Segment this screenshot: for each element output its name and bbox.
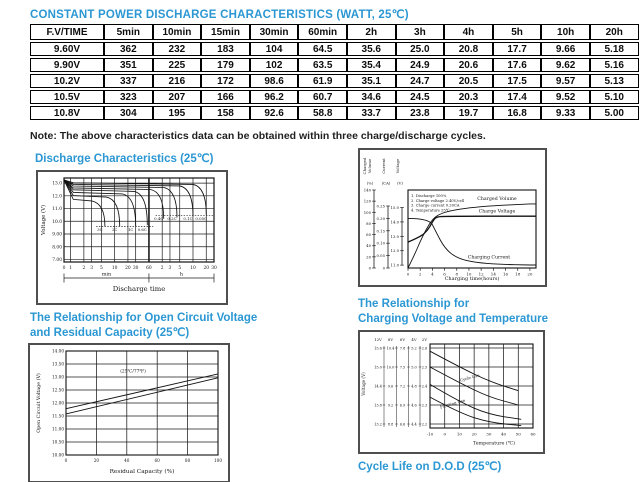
- chart-note: 1. Discharge 100%: [411, 194, 447, 198]
- header-cell: 2h: [347, 24, 396, 40]
- y-tick-label: 100: [363, 209, 371, 215]
- table-cell: 64.5: [298, 42, 347, 56]
- y-axis-title: Voltage (V): [361, 372, 366, 396]
- table-cell: 16.8: [493, 106, 542, 120]
- curve-label: 0.05C: [195, 216, 208, 222]
- table-cell: 158: [201, 106, 250, 120]
- x-axis-title: Temperature (℃): [472, 441, 516, 447]
- table-cell: 61.9: [298, 74, 347, 88]
- x-tick-label: 10: [456, 431, 462, 437]
- y-tick-label: 8.00: [52, 245, 62, 251]
- table-cell: 17.4: [493, 90, 542, 104]
- x-section-label: min: [101, 271, 112, 278]
- x-tick-label: 20: [93, 458, 100, 463]
- header-cell: 5min: [104, 24, 153, 40]
- table-cell: 24.9: [396, 58, 445, 72]
- scale-tick-label: 6.6: [399, 422, 406, 427]
- x-tick-label: 30: [486, 431, 492, 437]
- band-line: [430, 397, 521, 426]
- curve-label: 2C: [111, 226, 118, 232]
- discharge-curve: [64, 180, 193, 216]
- x-tick-label: 30: [211, 266, 217, 271]
- x-tick-label: 12: [478, 271, 484, 277]
- curve-label: 0.6C: [137, 226, 147, 232]
- table-cell: 195: [153, 106, 202, 120]
- x-tick-label: 5: [178, 266, 182, 271]
- y-tick-label: 11.0: [390, 262, 399, 268]
- table-cell: 34.6: [347, 90, 396, 104]
- scale-tick-label: 5.0: [411, 365, 417, 370]
- axis-unit: (V): [397, 180, 403, 186]
- header-cell: F.V/TIME: [30, 24, 104, 40]
- y-tick-label: 0.20: [376, 215, 385, 221]
- table-cell: 5.16: [590, 58, 639, 72]
- chart-note: 3. Charge current 0.20CA: [411, 203, 460, 208]
- x-axis-title: Charging time(hours): [444, 276, 500, 281]
- table-cell: 35.1: [347, 74, 396, 88]
- x-tick-label: -10: [426, 431, 434, 437]
- scale-tick-label: 9.6: [387, 384, 394, 389]
- header-cell: 5h: [493, 24, 542, 40]
- band-label: Floating Use: [439, 397, 466, 410]
- x-tick-label: 5: [100, 266, 103, 271]
- table-row: [30, 90, 639, 104]
- header-cell: 30min: [250, 24, 299, 40]
- y-tick-label: 0: [368, 265, 371, 271]
- table-cell: 24.5: [396, 90, 445, 104]
- table-cell: 20.3: [444, 90, 493, 104]
- scale-tick-label: 6.9: [399, 403, 406, 408]
- curve-label: 0.1C: [183, 216, 193, 222]
- x-tick-label: 0: [64, 458, 68, 463]
- y-tick-label: 13.0: [52, 181, 62, 187]
- table-cell: 96.2: [250, 90, 299, 104]
- table-row: [30, 74, 639, 88]
- table-cell: 20.8: [444, 42, 493, 56]
- y-axis-title: Voltage (V): [41, 204, 47, 236]
- scale-header: 4V: [411, 337, 417, 342]
- header-cell: 3h: [396, 24, 445, 40]
- y-tick-label: 12.0: [390, 248, 399, 254]
- table-cell: 19.7: [444, 106, 493, 120]
- y-tick-label: 60: [366, 232, 371, 238]
- header-cell: 20h: [590, 24, 639, 40]
- table-cell: 216: [153, 74, 202, 88]
- table-cell: 92.6: [250, 106, 299, 120]
- x-tick-label: 60: [154, 458, 160, 463]
- y-tick-label: 14.0: [390, 219, 399, 225]
- discharge-chart-box: [36, 170, 228, 305]
- table-cell: 5.13: [590, 74, 639, 88]
- temp-title-line2: Charging Voltage and Temperature: [358, 313, 548, 325]
- curve-label: 1C: [127, 226, 134, 232]
- cycle-life-title: Cycle Life on D.O.D (25℃): [358, 461, 502, 473]
- table-cell: 17.5: [493, 74, 542, 88]
- y-axis-title: Current: [381, 158, 386, 174]
- x-tick-label: 1: [69, 266, 73, 271]
- scale-tick-label: 4.4: [411, 422, 417, 427]
- table-cell: 35.6: [347, 42, 396, 56]
- curve-label: 0.2C: [167, 216, 177, 222]
- x-tick-label: 0: [406, 271, 410, 277]
- x-tick-label: 3: [168, 266, 172, 271]
- table-cell: 5.00: [590, 106, 639, 120]
- x-axis-title: Discharge time: [112, 285, 166, 293]
- y-tick-label: 13.00: [52, 374, 64, 380]
- x-tick-label: 18: [515, 271, 521, 277]
- scale-tick-label: 10.4: [386, 346, 395, 351]
- ocv-line: [66, 378, 218, 414]
- table-cell: 17.6: [493, 58, 542, 72]
- y-tick-label: 10.00: [52, 452, 64, 458]
- y-tick-label: 0.05: [376, 253, 385, 259]
- table-row: [30, 106, 639, 120]
- scale-header: 6V: [399, 337, 406, 342]
- temp-chart-svg: [360, 332, 539, 448]
- discharge-section-title: Discharge Characteristics (25℃): [35, 153, 214, 165]
- y-tick-label: 7.00: [52, 258, 62, 264]
- scale-tick-label: 7.5: [399, 365, 406, 370]
- y-tick-label: 12.50: [52, 387, 64, 393]
- scale-tick-label: 2.3: [421, 403, 428, 408]
- table-cell: 225: [153, 58, 202, 72]
- y-tick-label: 13.50: [52, 361, 64, 367]
- curve-label: Charged Volume: [477, 197, 517, 202]
- table-cell: 351: [104, 58, 153, 72]
- y-tick-label: 10.0: [52, 219, 62, 225]
- scale-header: 2V: [421, 337, 428, 342]
- x-tick-label: 6: [443, 271, 446, 277]
- y-tick-label: 10.50: [52, 439, 64, 445]
- x-tick-label: 16: [502, 271, 509, 277]
- x-tick-label: 10: [466, 271, 472, 277]
- y-tick-label: 80: [366, 220, 371, 226]
- table-cell: 5.10: [590, 90, 639, 104]
- scale-tick-label: 8.8: [387, 422, 394, 427]
- x-tick-label: 40: [124, 458, 130, 463]
- y-tick-label: 11.0: [52, 207, 62, 213]
- y-tick-label: 0.25: [376, 203, 385, 209]
- table-cell: 35.4: [347, 58, 396, 72]
- table-row: [30, 58, 639, 72]
- table-note: Note: The above characteristics data can be obtained within three charge/discharge cycles.: [30, 130, 486, 142]
- scale-tick-label: 7.2: [399, 384, 406, 389]
- header-cell: 4h: [444, 24, 493, 40]
- scale-header: 8V: [387, 337, 394, 342]
- temp-section-title: [358, 297, 548, 327]
- x-tick-label: 50: [515, 431, 521, 437]
- table-cell: 98.6: [250, 74, 299, 88]
- table-header-row: [30, 24, 639, 40]
- x-tick-label: 0: [62, 266, 66, 271]
- table-body: [30, 42, 639, 120]
- table-cell: 9.62: [541, 58, 590, 72]
- x-tick-label: 14: [490, 271, 496, 277]
- table-cell: 63.5: [298, 58, 347, 72]
- scale-header: 12V: [374, 337, 382, 342]
- table-cell: 179: [201, 58, 250, 72]
- x-axis-title: Residual Capacity (%): [109, 469, 175, 475]
- table-cell: 102: [250, 58, 299, 72]
- table-cell: 5.18: [590, 42, 639, 56]
- y-tick-label: 11.00: [52, 426, 64, 432]
- table-cell: 24.7: [396, 74, 445, 88]
- y-tick-label: 15.0: [390, 205, 399, 211]
- y-tick-label: 9.00: [52, 232, 62, 238]
- x-tick-label: 2: [160, 266, 164, 271]
- scale-tick-label: 15.6: [374, 346, 382, 351]
- table-cell: 23.8: [396, 106, 445, 120]
- y-axis-title: Volume: [367, 158, 372, 174]
- chart-note: 4. Temperature 25℃: [411, 208, 450, 213]
- scale-tick-label: 10.0: [386, 365, 395, 370]
- table-cell: 304: [104, 106, 153, 120]
- y-tick-label: 12.00: [52, 400, 64, 406]
- table-cell: 232: [153, 42, 202, 56]
- table-row: [30, 42, 639, 56]
- table-cell: 10.8V: [30, 106, 104, 120]
- x-tick-label: 60: [146, 266, 152, 271]
- y-tick-label: 13.0: [390, 233, 399, 239]
- table-cell: 10.5V: [30, 90, 104, 104]
- y-tick-label: 20: [366, 254, 371, 260]
- table-cell: 9.90V: [30, 58, 104, 72]
- discharge-chart-svg: [38, 172, 222, 299]
- x-tick-label: 4: [431, 271, 434, 277]
- scale-tick-label: 2.2: [421, 422, 428, 427]
- scale-tick-label: 5.2: [411, 346, 417, 351]
- table-cell: 60.7: [298, 90, 347, 104]
- curve-label: Charge Voltage: [478, 209, 516, 215]
- ocv-chart-box: [28, 343, 230, 482]
- y-tick-label: 0.10: [376, 240, 385, 246]
- ocv-line: [66, 374, 218, 409]
- table-cell: 166: [201, 90, 250, 104]
- y-axis-title: Charged: [362, 157, 367, 175]
- scale-tick-label: 2.5: [421, 365, 428, 370]
- temp-chart-box: [358, 330, 545, 454]
- x-section-label: h: [179, 271, 184, 278]
- header-cell: 60min: [298, 24, 347, 40]
- ocv-title-line2: and Residual Capacity (25℃): [30, 327, 190, 339]
- scale-tick-label: 4.8: [411, 384, 417, 389]
- x-tick-label: 20: [471, 431, 477, 437]
- x-tick-label: 8: [455, 271, 459, 277]
- y-tick-label: 12.0: [52, 194, 62, 200]
- table-head: [30, 24, 639, 40]
- table-cell: 9.60V: [30, 42, 104, 56]
- table-cell: 33.7: [347, 106, 396, 120]
- y-tick-label: 0.15: [376, 228, 385, 234]
- charging-chart-svg: [360, 150, 541, 281]
- scale-tick-label: 13.2: [374, 422, 382, 427]
- x-tick-label: 20: [527, 271, 533, 277]
- y-tick-label: 0: [382, 265, 385, 271]
- ocv-title-line1: The Relationship for Open Circuit Voltage: [30, 312, 258, 324]
- x-tick-label: 80: [184, 458, 191, 463]
- axis-unit: (%): [366, 180, 374, 186]
- scale-tick-label: 7.8: [399, 346, 406, 351]
- x-tick-label: 60: [530, 431, 536, 437]
- y-axis-title: Open Circuit Voltage (V): [37, 373, 42, 433]
- header-cell: 10h: [541, 24, 590, 40]
- y-tick-label: 14.00: [52, 348, 64, 354]
- y-axis-title: Voltage: [395, 158, 400, 174]
- chart-note: 2. Charge voltage 2.40V/cell: [411, 198, 465, 203]
- y-tick-label: 40: [366, 243, 371, 249]
- table-cell: 9.33: [541, 106, 590, 120]
- page-title: CONSTANT POWER DISCHARGE CHARACTERISTICS (WATT, 25℃): [30, 9, 409, 21]
- scale-tick-label: 13.8: [374, 403, 382, 408]
- x-tick-label: 20: [125, 266, 131, 271]
- y-tick-label: 11.50: [52, 413, 64, 419]
- x-tick-label: 2: [418, 271, 422, 277]
- table-cell: 104: [250, 42, 299, 56]
- x-tick-label: 2: [82, 266, 86, 271]
- x-tick-label: 40: [501, 431, 507, 437]
- charging-chart-box: [358, 148, 547, 287]
- y-tick-label: 120: [363, 198, 371, 204]
- curve-label: Charging Current: [467, 255, 511, 261]
- table-cell: 20.6: [444, 58, 493, 72]
- table-cell: 172: [201, 74, 250, 88]
- power-table: [30, 22, 639, 122]
- table-cell: 207: [153, 90, 202, 104]
- scale-tick-label: 4.6: [411, 403, 417, 408]
- x-tick-label: 20: [203, 266, 210, 271]
- table-cell: 9.57: [541, 74, 590, 88]
- scale-tick-label: 14.4: [374, 384, 382, 389]
- x-tick-label: 30: [132, 266, 139, 271]
- scale-tick-label: 2.4: [421, 384, 428, 389]
- y-tick-label: 140: [363, 187, 371, 193]
- x-tick-label: 3: [90, 266, 94, 271]
- table-cell: 362: [104, 42, 153, 56]
- ocv-section-title: [30, 311, 257, 341]
- curve-label: 0.4C: [154, 216, 164, 222]
- header-cell: 15min: [201, 24, 250, 40]
- ocv-chart-svg: [30, 345, 224, 477]
- scale-tick-label: 9.2: [387, 403, 394, 408]
- table-cell: 183: [201, 42, 250, 56]
- x-tick-label: 0: [443, 431, 446, 437]
- table-cell: 25.0: [396, 42, 445, 56]
- x-tick-label: 10: [111, 266, 118, 271]
- band-label: Cycle Use: [459, 372, 481, 383]
- charging-curve: [408, 216, 536, 242]
- table-cell: 9.66: [541, 42, 590, 56]
- scale-tick-label: 2.6: [421, 346, 428, 351]
- curve-label: 3C: [97, 226, 103, 232]
- table-cell: 17.7: [493, 42, 542, 56]
- axis-unit: (CA): [381, 180, 391, 186]
- x-tick-label: 10: [190, 266, 196, 271]
- table-cell: 58.8: [298, 106, 347, 120]
- annotation: (25℃/77℉): [120, 369, 146, 375]
- scale-tick-label: 15.0: [374, 365, 382, 370]
- table-cell: 20.5: [444, 74, 493, 88]
- table-cell: 323: [104, 90, 153, 104]
- header-cell: 10min: [153, 24, 202, 40]
- table-cell: 10.2V: [30, 74, 104, 88]
- table-cell: 337: [104, 74, 153, 88]
- temp-title-line1: The Relationship for: [358, 298, 470, 310]
- x-tick-label: 100: [214, 458, 222, 463]
- table-cell: 9.52: [541, 90, 590, 104]
